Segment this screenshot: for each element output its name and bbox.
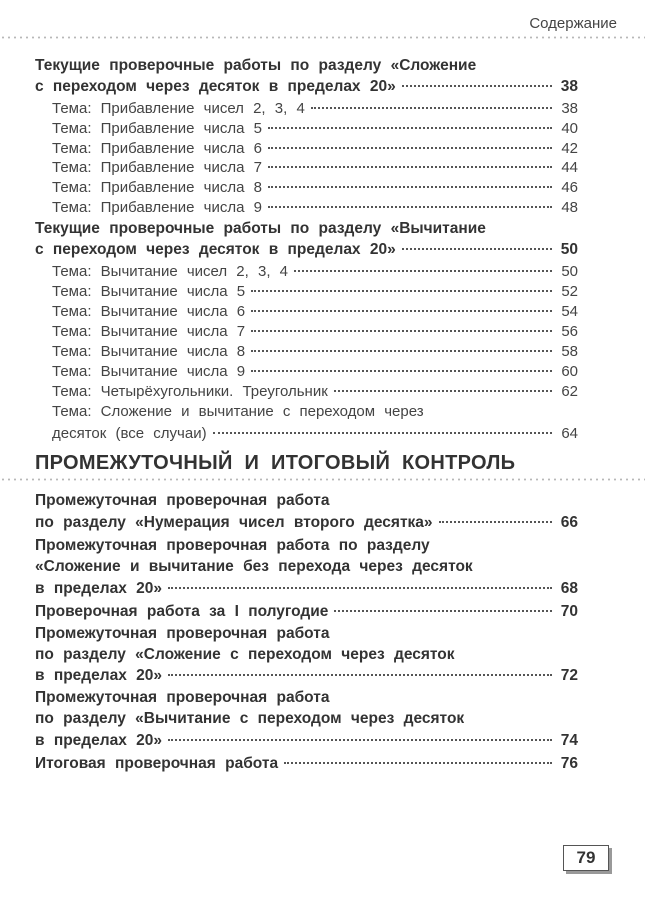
entry-text: с переходом через десяток в пределах 20» xyxy=(35,241,396,258)
running-header: Содержание xyxy=(529,15,617,32)
page-ref: 76 xyxy=(560,755,578,772)
entry-text: Текущие проверочные работы по разделу «Вычитание xyxy=(35,220,486,237)
entry-text: в пределах 20» xyxy=(35,580,162,597)
page-ref: 46 xyxy=(561,179,578,196)
dot-leader xyxy=(213,432,552,434)
toc-topic[interactable] xyxy=(52,158,578,178)
toc-topic[interactable] xyxy=(52,99,578,119)
page-ref: 58 xyxy=(561,343,578,360)
toc-entry-title xyxy=(35,536,578,556)
toc-topic[interactable] xyxy=(52,424,578,444)
toc-entry[interactable] xyxy=(35,77,578,97)
entry-text: по разделу «Нумерация чисел второго десятка» xyxy=(35,514,433,531)
toc-topic[interactable] xyxy=(52,382,578,402)
dot-leader xyxy=(294,270,552,272)
page-ref: 48 xyxy=(561,199,578,216)
dot-leader xyxy=(251,370,552,372)
dot-leader xyxy=(251,310,552,312)
toc-entry[interactable] xyxy=(35,666,578,686)
dot-leader xyxy=(251,350,552,352)
dot-leader xyxy=(268,147,552,149)
entry-text: Тема: Сложение и вычитание с переходом через xyxy=(52,403,424,420)
toc-entry-title xyxy=(35,557,578,577)
toc-entry-title xyxy=(35,709,578,729)
page-ref: 50 xyxy=(561,263,578,280)
entry-text: с переходом через десяток в пределах 20» xyxy=(35,78,396,95)
toc-entry-title xyxy=(35,56,578,76)
toc-entry[interactable] xyxy=(35,579,578,599)
dot-leader xyxy=(168,587,552,589)
entry-text: Промежуточная проверочная работа xyxy=(35,689,330,706)
toc-topic[interactable] xyxy=(52,302,578,322)
toc-topic[interactable] xyxy=(52,322,578,342)
toc-entry-title xyxy=(35,645,578,665)
entry-text: Тема: Прибавление числа 6 xyxy=(52,140,262,157)
page-ref: 52 xyxy=(561,283,578,300)
toc-topic[interactable] xyxy=(52,342,578,362)
dot-leader xyxy=(251,290,552,292)
dot-leader xyxy=(168,674,552,676)
entry-text: по разделу «Вычитание с переходом через десяток xyxy=(35,710,465,727)
toc-topic[interactable] xyxy=(52,139,578,159)
dot-leader xyxy=(311,107,552,109)
entry-text: Тема: Четырёхугольники. Треугольник xyxy=(52,383,328,400)
dot-leader xyxy=(402,248,552,250)
dot-leader xyxy=(402,85,552,87)
toc-entry-title xyxy=(35,624,578,644)
entry-text: в пределах 20» xyxy=(35,732,162,749)
dot-leader xyxy=(268,127,552,129)
dot-leader xyxy=(439,521,552,523)
toc-entry[interactable] xyxy=(35,602,578,622)
page-ref: 64 xyxy=(561,425,578,442)
entry-text: Тема: Прибавление числа 8 xyxy=(52,179,262,196)
dot-leader xyxy=(268,206,552,208)
toc-topic[interactable] xyxy=(52,119,578,139)
dotted-divider xyxy=(0,36,645,39)
dot-leader xyxy=(251,330,552,332)
entry-text: Тема: Прибавление числа 7 xyxy=(52,159,262,176)
page-ref: 38 xyxy=(560,78,578,95)
toc-topic[interactable] xyxy=(52,178,578,198)
toc-topic[interactable] xyxy=(52,198,578,218)
entry-text: Промежуточная проверочная работа по разделу xyxy=(35,537,430,554)
toc-entry[interactable] xyxy=(35,240,578,260)
page-ref: 40 xyxy=(561,120,578,137)
page-number: 79 xyxy=(563,845,609,871)
entry-text: Текущие проверочные работы по разделу «Сложение xyxy=(35,57,477,74)
entry-text: Проверочная работа за I полугодие xyxy=(35,603,329,620)
toc-entry-title xyxy=(35,491,578,511)
section-heading: ПРОМЕЖУТОЧНЫЙ И ИТОГОВЫЙ КОНТРОЛЬ xyxy=(35,452,516,474)
entry-text: Тема: Вычитание чисел 2, 3, 4 xyxy=(52,263,289,280)
entry-text: по разделу «Сложение с переходом через десяток xyxy=(35,646,455,663)
entry-text: Тема: Вычитание числа 6 xyxy=(52,303,246,320)
entry-text: «Сложение и вычитание без перехода через десяток xyxy=(35,558,473,575)
entry-text: в пределах 20» xyxy=(35,667,162,684)
page-ref: 68 xyxy=(560,580,578,597)
dot-leader xyxy=(334,610,552,612)
toc-topic-title xyxy=(52,402,578,422)
entry-text: Тема: Прибавление чисел 2, 3, 4 xyxy=(52,100,305,117)
entry-text: Тема: Прибавление числа 9 xyxy=(52,199,262,216)
page-ref: 38 xyxy=(561,100,578,117)
entry-text: Тема: Прибавление числа 5 xyxy=(52,120,262,137)
toc-entry[interactable] xyxy=(35,731,578,751)
entry-text: Тема: Вычитание числа 9 xyxy=(52,363,246,380)
toc-entry-title xyxy=(35,688,578,708)
toc-entry-title xyxy=(35,219,578,239)
toc-topic[interactable] xyxy=(52,282,578,302)
page-ref: 44 xyxy=(561,159,578,176)
entry-text: Тема: Вычитание числа 5 xyxy=(52,283,246,300)
page-ref: 70 xyxy=(560,603,578,620)
page-ref: 66 xyxy=(560,514,578,531)
toc-topic[interactable] xyxy=(52,362,578,382)
entry-text: десяток (все случаи) xyxy=(52,425,207,442)
toc-entry[interactable] xyxy=(35,754,578,774)
entry-text: Итоговая проверочная работа xyxy=(35,755,279,772)
page-ref: 72 xyxy=(560,667,578,684)
page-ref: 62 xyxy=(561,383,578,400)
page-ref: 42 xyxy=(561,140,578,157)
dot-leader xyxy=(334,390,552,392)
page-ref: 60 xyxy=(561,363,578,380)
entry-text: Тема: Вычитание числа 8 xyxy=(52,343,246,360)
dot-leader xyxy=(268,166,552,168)
dot-leader xyxy=(168,739,552,741)
dot-leader xyxy=(284,762,552,764)
entry-text: Тема: Вычитание числа 7 xyxy=(52,323,246,340)
dot-leader xyxy=(268,186,552,188)
dotted-divider xyxy=(0,478,645,481)
entry-text: Промежуточная проверочная работа xyxy=(35,625,330,642)
page-ref: 74 xyxy=(560,732,578,749)
toc-entry[interactable] xyxy=(35,513,578,533)
page-ref: 54 xyxy=(561,303,578,320)
page-ref: 56 xyxy=(561,323,578,340)
page-ref: 50 xyxy=(560,241,578,258)
toc-topic[interactable] xyxy=(52,262,578,282)
entry-text: Промежуточная проверочная работа xyxy=(35,492,330,509)
